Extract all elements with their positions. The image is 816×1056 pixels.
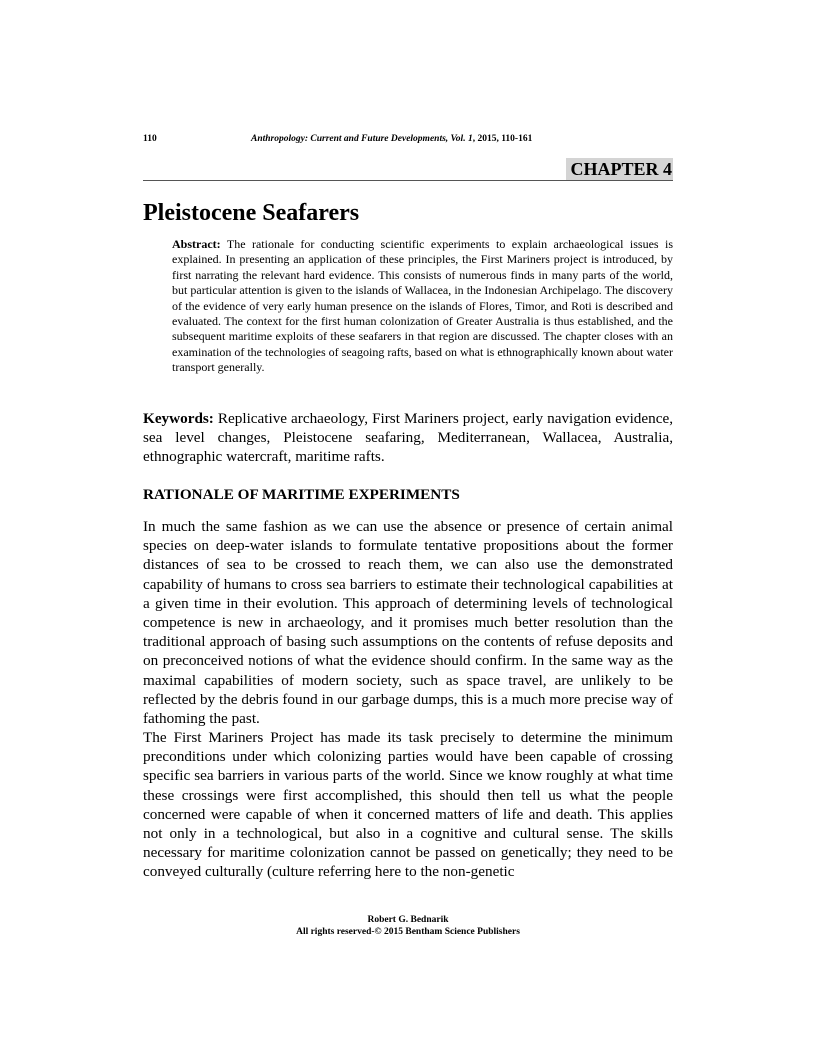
abstract-text: The rationale for conducting scientific experiments to explain archaeological issues is explained. In presenting an application of these principles, the First Mariners project is introduced, by first narrating the relevant hard evidence. This consists of numerous finds in many parts of the world, but particular attention is given to the islands of Wallacea, in the Indonesian Archipelago. The discovery of the evidence of very early human presence on the islands of Flores, Timor, and Roti is described and evaluated. The context for the first human colonization of Greater Australia is thus established, and the subsequent maritime exploits of these seafarers in that region are discussed. The chapter closes with an examination of the technologies of seagoing rafts, based on what is ethnographically known about water transport generally.: [172, 237, 673, 375]
body-paragraph: In much the same fashion as we can use the absence or presence of certain animal species on deep-water islands to formulate tentative propositions about the former distances of sea to be crossed to reach them, we can also use the demonstrated capability of humans to cross sea barriers to estimate their technological capabilities at a given time in their evolution. This approach of determining levels of technological competence is new in archaeology, and it promises much better resolution than the traditional approach of basing such assumptions on the contents of refuse deposits and on preconceived notions of what the evidence should confirm. In the same way as the maximal capabilities of modern society, such as space travel, are unlikely to be reflected by the debris found in our garbage dumps, this is a much more precise way of fathoming the past.: [143, 518, 673, 728]
chapter-title: Pleistocene Seafarers: [143, 200, 360, 226]
keywords-label: Keywords:: [143, 410, 214, 427]
keywords-text: Replicative archaeology, First Mariners project, early navigation evidence, sea level changes, Pleistocene seafaring, Mediterranean, Wallacea, Australia, ethnographic watercraft, maritime rafts.: [143, 410, 673, 466]
chapter-label: [566, 158, 673, 180]
journal-citation: [251, 133, 532, 145]
section-heading: RATIONALE OF MARITIME EXPERIMENTS: [143, 486, 460, 503]
abstract: [172, 237, 673, 376]
journal-year-pages: , 2015, 110-161: [472, 134, 533, 144]
body-paragraph: The First Mariners Project has made its task precisely to determine the minimum preconditions under which colonizing parties would have been capable of crossing specific sea barriers in various parts of the world. Since we know roughly at what time these crossings were first accomplished, this should then tell us what the people concerned were capable of when it concerned matters of life and death. This applies not only in a technological, but also in a cognitive and cultural sense. The skills necessary for maritime colonization cannot be passed on genetically; they need to be conveyed culturally (culture referring here to the non-genetic: [143, 729, 673, 881]
page-footer: [143, 914, 673, 938]
keywords: [143, 409, 673, 467]
author-name: Robert G. Bednarik: [367, 915, 449, 925]
journal-title: Anthropology: Current and Future Developments, Vol. 1: [251, 134, 473, 144]
page-number: 110: [143, 134, 157, 144]
chapter-label-text: CHAPTER 4: [570, 159, 672, 179]
header-rule: [143, 180, 673, 181]
copyright-notice: All rights reserved-© 2015 Bentham Science Publishers: [296, 927, 520, 937]
abstract-label: Abstract:: [172, 237, 221, 251]
